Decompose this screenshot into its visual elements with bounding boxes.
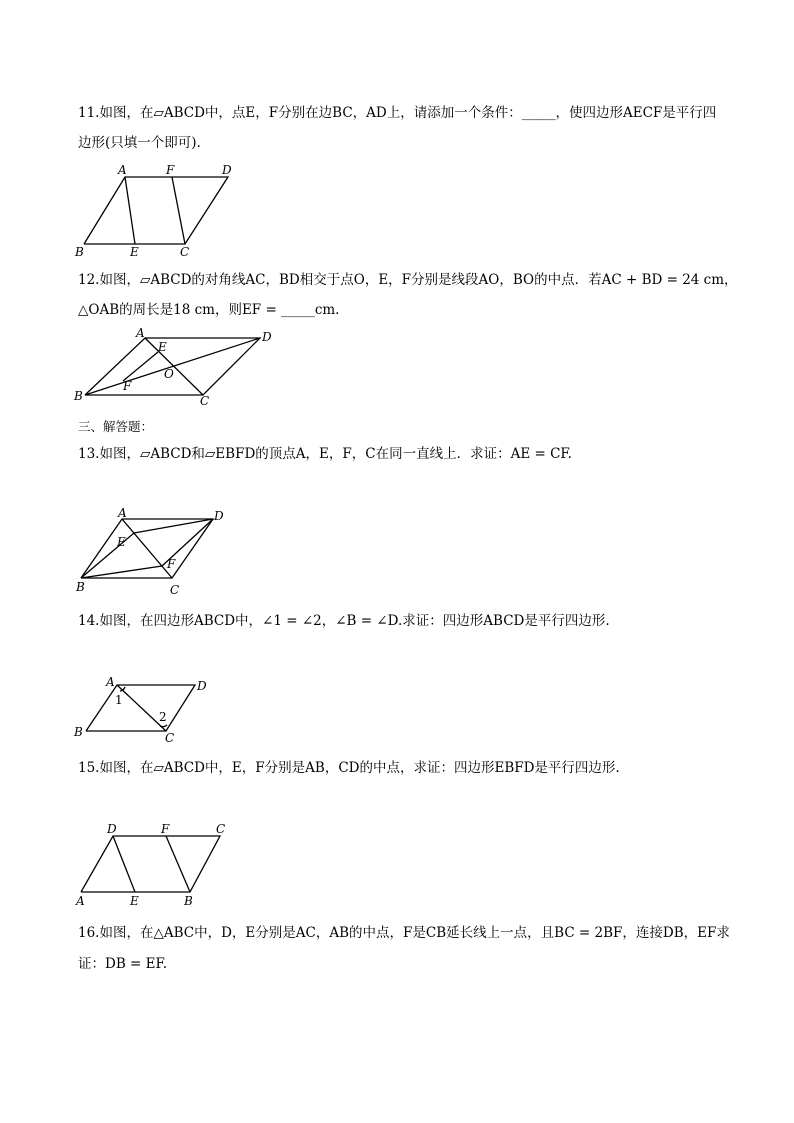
- problem-13-line-1: 13.如图，▱ABCD和▱EBFD的顶点A，E，F，C在同一直线上．求证：AE = CF.: [78, 446, 572, 462]
- figure-15: [70, 820, 240, 910]
- angle-2-label: 2: [159, 710, 167, 724]
- label-f: F: [167, 557, 176, 571]
- angle-2-arc: [160, 725, 167, 727]
- label-a: A: [106, 675, 115, 689]
- segment-ae: [125, 177, 135, 244]
- segment-fc: [172, 177, 185, 244]
- segment-ed: [134, 519, 213, 533]
- label-a: A: [118, 506, 127, 520]
- segment-de: [113, 836, 135, 892]
- label-o: O: [164, 367, 174, 381]
- label-b: B: [74, 725, 83, 739]
- label-c: C: [165, 731, 175, 745]
- diagonal-ac: [117, 685, 166, 731]
- label-d: D: [214, 509, 224, 523]
- problem-12-line-2: △OAB的周长是18 cm，则EF = _____cm.: [78, 302, 340, 318]
- label-d: D: [222, 163, 232, 177]
- problem-16-line-2: 证：DB = EF.: [78, 956, 168, 972]
- problem-11-line-2: 边形(只填一个即可).: [78, 135, 201, 151]
- label-f: F: [166, 163, 175, 177]
- problem-14-line-1: 14.如图，在四边形ABCD中，∠1 = ∠2，∠B = ∠D.求证：四边形ABCD是平行四边形.: [78, 613, 610, 629]
- parallelogram-abcd: [84, 177, 228, 244]
- label-e: E: [130, 245, 139, 259]
- label-c: C: [200, 394, 210, 406]
- label-b: B: [184, 894, 193, 908]
- label-f: F: [123, 379, 132, 393]
- label-b: B: [75, 245, 84, 259]
- label-e: E: [117, 535, 126, 549]
- figure-14: [70, 674, 220, 746]
- label-c: C: [170, 583, 180, 597]
- figure-13: [70, 505, 250, 600]
- segment-fb: [166, 836, 190, 892]
- label-d: D: [107, 822, 117, 836]
- figure-11: [70, 160, 240, 260]
- problem-16-line-1: 16.如图，在△ABC中，D，E分别是AC，AB的中点，F是CB延长线上一点，且BC = 2BF，连接DB，EF求: [78, 925, 730, 941]
- label-b: B: [76, 580, 85, 594]
- label-d: D: [197, 679, 207, 693]
- label-c: C: [216, 822, 226, 836]
- figure-12: [70, 326, 280, 406]
- parallelogram-abcd: [81, 836, 220, 892]
- angle-1-label: 1: [115, 693, 123, 707]
- problem-12-line-1: 12.如图，▱ABCD的对角线AC，BD相交于点O，E，F分别是线段AO，BO的中点．若AC + BD = 24 cm，: [78, 272, 738, 288]
- problem-15-line-1: 15.如图，在▱ABCD中，E，F分别是AB，CD的中点，求证：四边形EBFD是平行四边形.: [78, 760, 620, 776]
- label-e: E: [130, 894, 139, 908]
- label-b: B: [74, 389, 83, 403]
- problem-11-line-1: 11.如图，在▱ABCD中，点E，F分别在边BC，AD上，请添加一个条件：_____，使四边形AECF是平行四: [78, 105, 717, 121]
- label-a: A: [118, 163, 127, 177]
- label-f: F: [161, 822, 170, 836]
- section-3-heading: 三、解答题：: [78, 419, 154, 434]
- label-a: A: [136, 326, 145, 340]
- label-d: D: [262, 330, 272, 344]
- label-e: E: [158, 340, 167, 354]
- label-c: C: [180, 245, 190, 259]
- label-a: A: [76, 894, 85, 908]
- quadrilateral-abcd: [86, 685, 195, 731]
